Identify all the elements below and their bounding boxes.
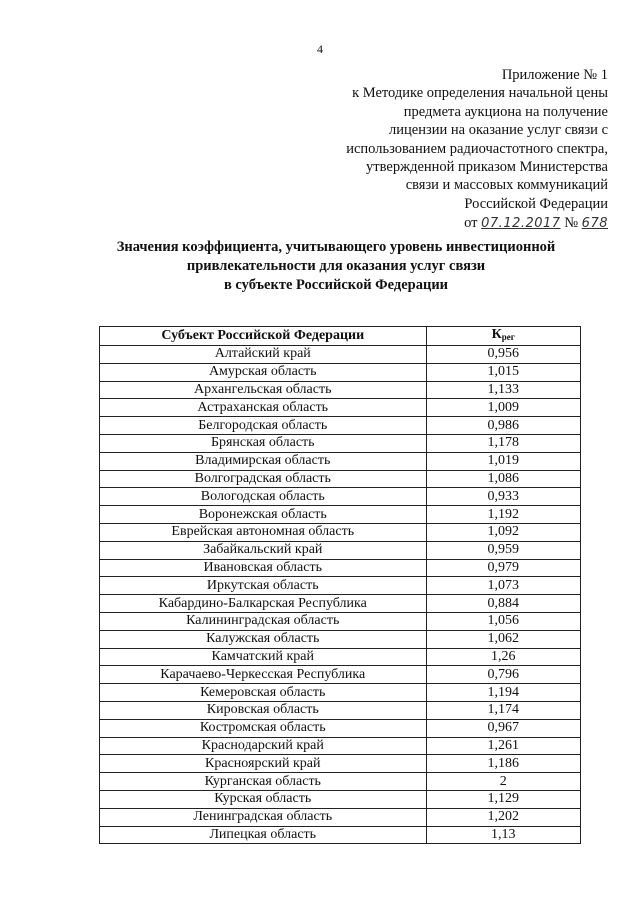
table-row xyxy=(100,808,581,826)
title-line: привлекательности для оказания услуг связи xyxy=(186,258,486,274)
cell-subject: Кемеровская область xyxy=(100,684,427,702)
cell-subject: Костромская область xyxy=(100,719,427,737)
cell-subject: Алтайский край xyxy=(100,346,427,364)
table-row xyxy=(100,737,581,755)
cell-value: 1,092 xyxy=(426,523,580,541)
cell-subject: Курганская область xyxy=(100,773,427,791)
table-row xyxy=(100,541,581,559)
order-from-label: от xyxy=(464,215,478,232)
cell-subject: Краснодарский край xyxy=(100,737,427,755)
cell-value: 1,015 xyxy=(426,363,580,381)
cell-subject: Амурская область xyxy=(100,363,427,381)
table-header-row xyxy=(100,327,581,346)
page-number: 4 xyxy=(317,42,323,56)
cell-value: 0,959 xyxy=(426,541,580,559)
table-body xyxy=(100,346,581,844)
header-value xyxy=(426,327,580,346)
annex-line: использованием радиочастотного спектра, xyxy=(346,140,608,157)
document-title xyxy=(60,238,612,295)
cell-subject: Забайкальский край xyxy=(100,541,427,559)
order-line xyxy=(278,214,608,233)
cell-value: 1,192 xyxy=(426,506,580,524)
cell-subject: Кабардино-Балкарская Республика xyxy=(100,595,427,613)
cell-value: 1,174 xyxy=(426,701,580,719)
cell-subject: Калининградская область xyxy=(100,612,427,630)
cell-subject: Белгородская область xyxy=(100,417,427,435)
annex-line: лицензии на оказание услуг связи с xyxy=(389,122,608,139)
header-value-main: К xyxy=(491,327,502,342)
annex-block xyxy=(278,66,608,234)
table-row xyxy=(100,399,581,417)
table-row xyxy=(100,381,581,399)
coefficient-table xyxy=(99,326,581,844)
table-row xyxy=(100,701,581,719)
cell-value: 0,979 xyxy=(426,559,580,577)
cell-value: 1,133 xyxy=(426,381,580,399)
cell-subject: Камчатский край xyxy=(100,648,427,666)
cell-subject: Брянская область xyxy=(100,434,427,452)
table-row xyxy=(100,826,581,844)
title-line: Значения коэффициента, учитывающего уровень инвестиционной xyxy=(116,239,556,255)
cell-value: 0,933 xyxy=(426,488,580,506)
cell-subject: Кировская область xyxy=(100,701,427,719)
cell-value: 1,261 xyxy=(426,737,580,755)
order-number-label: № xyxy=(564,215,579,232)
cell-value: 1,019 xyxy=(426,452,580,470)
annex-line: предмета аукциона на получение xyxy=(403,103,608,120)
table-row xyxy=(100,755,581,773)
table-row xyxy=(100,434,581,452)
annex-line: Российской Федерации xyxy=(464,195,608,212)
table-row xyxy=(100,470,581,488)
cell-value: 0,986 xyxy=(426,417,580,435)
annex-line: к Методике определения начальной цены xyxy=(352,85,608,102)
cell-value: 1,178 xyxy=(426,434,580,452)
table-row xyxy=(100,363,581,381)
cell-subject: Иркутская область xyxy=(100,577,427,595)
cell-value: 1,26 xyxy=(426,648,580,666)
cell-value: 1,073 xyxy=(426,577,580,595)
cell-subject: Воронежская область xyxy=(100,506,427,524)
cell-value: 0,884 xyxy=(426,595,580,613)
cell-value: 0,967 xyxy=(426,719,580,737)
cell-value: 1,056 xyxy=(426,612,580,630)
cell-value: 1,129 xyxy=(426,790,580,808)
title-line: в субъекте Российской Федерации xyxy=(223,277,449,293)
table-row xyxy=(100,452,581,470)
table-row xyxy=(100,773,581,791)
cell-subject: Еврейская автономная область xyxy=(100,523,427,541)
annex-line: утвержденной приказом Министерства xyxy=(366,159,608,176)
cell-subject: Карачаево-Черкесская Республика xyxy=(100,666,427,684)
table-row xyxy=(100,595,581,613)
table-row xyxy=(100,790,581,808)
cell-value: 2 xyxy=(426,773,580,791)
annex-line: Приложение № 1 xyxy=(501,67,608,83)
cell-subject: Волгоградская область xyxy=(100,470,427,488)
cell-subject: Красноярский край xyxy=(100,755,427,773)
header-value-sub: рег xyxy=(501,332,515,342)
cell-value: 1,062 xyxy=(426,630,580,648)
cell-subject: Курская область xyxy=(100,790,427,808)
cell-value: 0,796 xyxy=(426,666,580,684)
cell-value: 1,086 xyxy=(426,470,580,488)
table-row xyxy=(100,346,581,364)
table-row xyxy=(100,666,581,684)
table-row xyxy=(100,684,581,702)
table-row xyxy=(100,577,581,595)
cell-subject: Вологодская область xyxy=(100,488,427,506)
cell-subject: Владимирская область xyxy=(100,452,427,470)
cell-subject: Ивановская область xyxy=(100,559,427,577)
table-row xyxy=(100,612,581,630)
cell-subject: Калужская область xyxy=(100,630,427,648)
table-row xyxy=(100,648,581,666)
table-row xyxy=(100,719,581,737)
cell-value: 0,956 xyxy=(426,346,580,364)
table-row xyxy=(100,523,581,541)
cell-value: 1,009 xyxy=(426,399,580,417)
table-row xyxy=(100,559,581,577)
table-row xyxy=(100,488,581,506)
cell-value: 1,202 xyxy=(426,808,580,826)
order-number: 678 xyxy=(581,216,608,232)
cell-value: 1,194 xyxy=(426,684,580,702)
cell-subject: Ленинградская область xyxy=(100,808,427,826)
cell-subject: Астраханская область xyxy=(100,399,427,417)
table-row xyxy=(100,630,581,648)
cell-subject: Архангельская область xyxy=(100,381,427,399)
table-row xyxy=(100,417,581,435)
order-date: 07.12.2017 xyxy=(481,216,561,232)
cell-subject: Липецкая область xyxy=(100,826,427,844)
cell-value: 1,13 xyxy=(426,826,580,844)
annex-line: связи и массовых коммуникаций xyxy=(405,177,608,194)
table-row xyxy=(100,506,581,524)
cell-value: 1,186 xyxy=(426,755,580,773)
header-subject: Субъект Российской Федерации xyxy=(100,327,427,346)
